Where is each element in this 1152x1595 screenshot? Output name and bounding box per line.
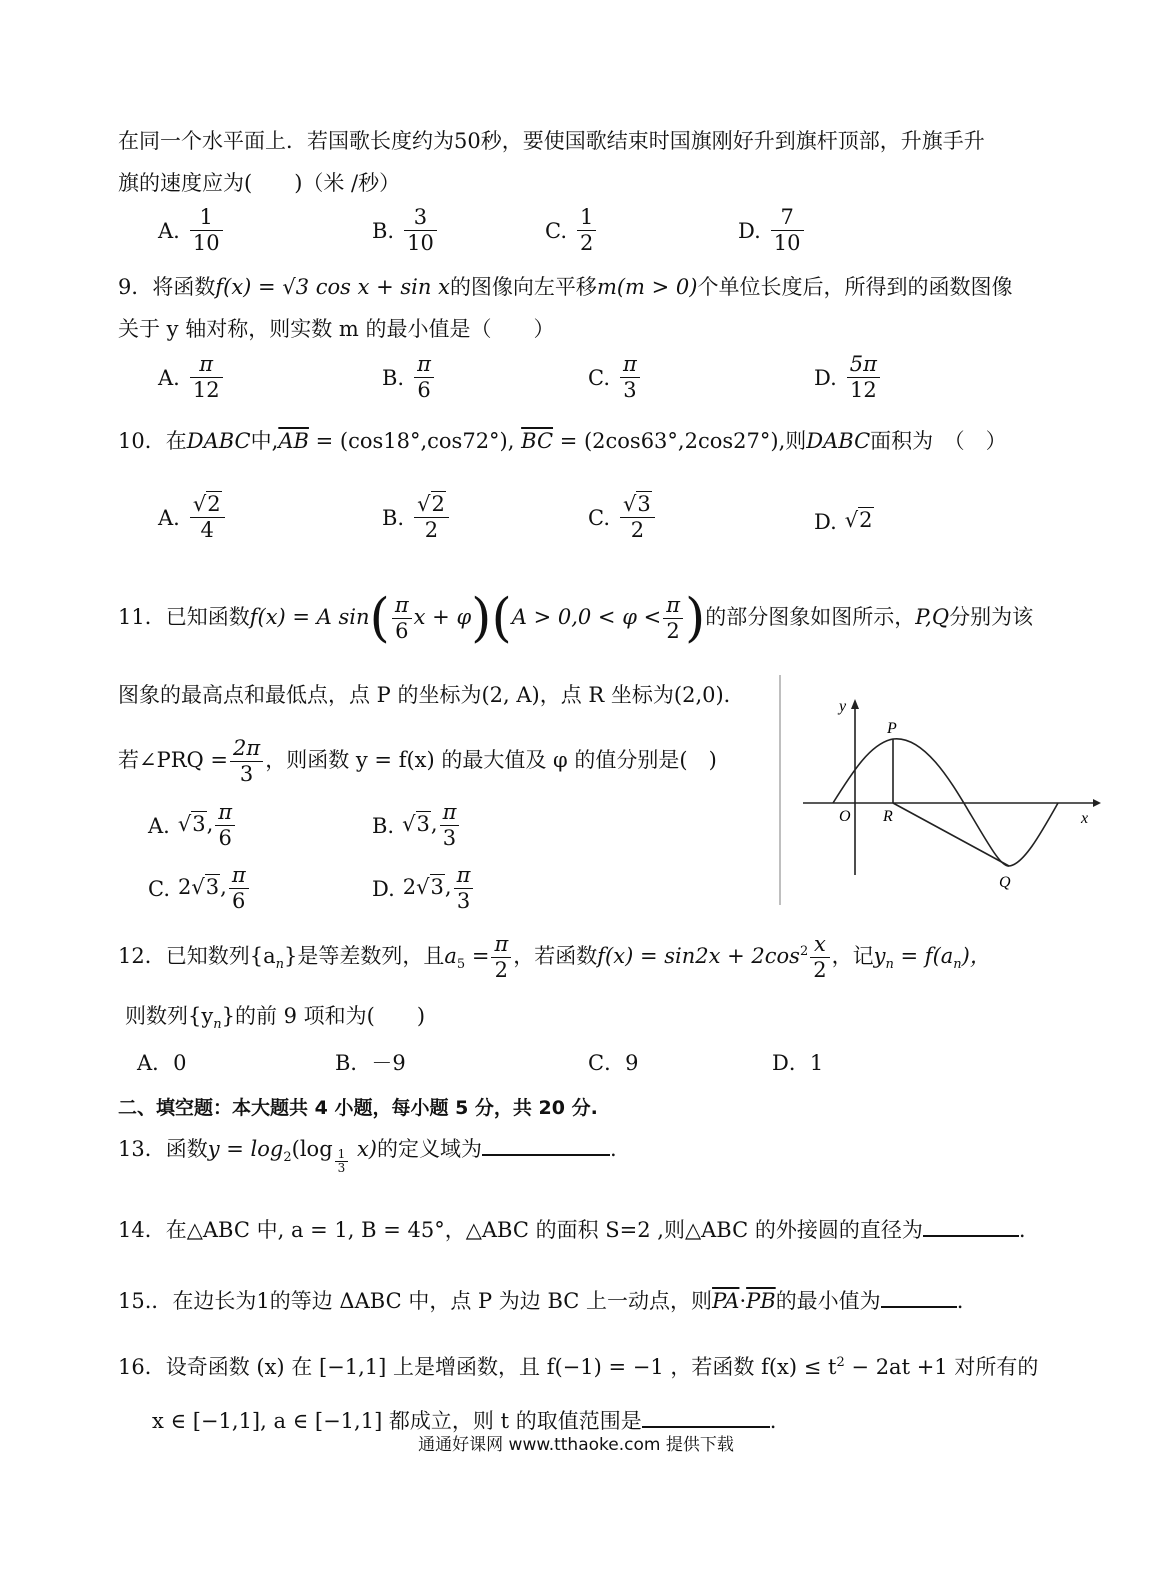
graph-label-q: Q [999, 874, 1011, 891]
q12-option-c: C．9 [588, 1051, 639, 1075]
q14-answer-blank[interactable] [923, 1217, 1019, 1237]
q10-line: 10．在DABC中$,\overline{AB} = (\cos 18^\circ,\cos 72^\circ)$, $\overline{BC} = (2\cos 63^\circ,2\cos 27^\circ)$,则DABC面积为 （ ） [118, 429, 1007, 453]
q14-line: 14．在△ABC 中, a = 1, B = 45°，△ABC 的面积 S=2 ,则△ABC 的外接圆的直径为 . [118, 1218, 1026, 1242]
graph-label-p: P [887, 720, 897, 737]
q11-line1: 11．已知函数f(x) = A sin( $\frac{\pi}{6}$ x + φ)(A > 0,0 < φ < $\frac{\pi}{2}$ )的部分图象如图所示，P,Q分别为该 [118, 588, 1034, 649]
q15-answer-blank[interactable] [881, 1288, 957, 1308]
q8-line1: 在同一个水平面上．若国歌长度约为50秒，要使国歌结束时国旗刚好升到旗杆顶部，升旗手升 [118, 129, 985, 153]
graph-label-y: y [839, 698, 847, 715]
q9-option-b: B. $\frac{\pi}{6}$ [382, 352, 436, 403]
q11-option-d: D. 2√3, $\frac{\pi}{3}$ [372, 863, 475, 914]
q12-option-b: B．－9 [335, 1051, 406, 1075]
graph-x-arrow-icon [1093, 799, 1101, 807]
q10-option-a: A. $\frac{√2}{4}$ [158, 492, 227, 543]
q9-line2: 关于 y 轴对称，则实数 m 的最小值是（ ） [118, 317, 555, 341]
q12-option-a: A．0 [137, 1051, 187, 1075]
q8-line2: 旗的速度应为( )（米 /秒） [118, 171, 401, 195]
q16-line2: x ∈ [−1,1], a ∈ [−1,1] 都成立，则 t 的取值范围是 . [152, 1409, 777, 1433]
graph-label-x: x [1081, 810, 1089, 827]
q16-answer-blank[interactable] [642, 1408, 770, 1428]
q12-line2: 则数列$\{y_n\}$的前 9 项和为( ) [125, 1004, 426, 1033]
q11-line2: 图象的最高点和最低点，点 P 的坐标为(2, A)，点 R 坐标为(2,0)． [118, 683, 745, 707]
graph-label-r: R [883, 808, 893, 825]
graph-y-arrow-icon [851, 699, 859, 709]
q16-line1: 16．设奇函数 (x) 在 [−1,1] 上是增函数，且 f(−1) = −1 ，若函数 $f(x) \le t^2 - 2at +1$ 对所有的 [118, 1355, 1039, 1379]
q11-graph [775, 675, 1105, 910]
q11-option-a: A. √3, $\frac{\pi}{6}$ [148, 800, 237, 851]
q8-option-a: A. $\frac{1}{10}$ [158, 205, 225, 256]
q8-option-d: D. $\frac{7}{10}$ [738, 205, 806, 256]
q11-line3: 若∠PRQ = $\frac{2\pi}{3}$ ，则函数 y = f(x) 的最大值及 φ 的值分别是( ) [118, 736, 717, 786]
q13-answer-blank[interactable] [482, 1136, 610, 1156]
q13-line: 13．函数$y = \log_2(\log$ $\frac{1}{3}$ x)的定义域为 . [118, 1137, 617, 1175]
q10-option-b: B. $\frac{√2}{2}$ [382, 492, 451, 543]
q9-option-d: D. $\frac{5\pi}{12}$ [814, 352, 882, 403]
q8-option-c: C. $\frac{1}{2}$ [545, 205, 598, 256]
q12-line1: 12．已知数列$\{a_n\}$是等差数列，且$a_5$ = $\frac{\pi}{2}$ ，若函数$f(x) = \sin 2x + 2\cos^2$ $\frac{x}{2}$ ，记$y_n = f(a_n)$， [118, 932, 991, 982]
graph-label-o: O [839, 808, 851, 825]
q8-option-b: B. $\frac{3}{10}$ [372, 205, 439, 256]
q11-option-c: C. 2√3, $\frac{\pi}{6}$ [148, 863, 251, 914]
page-footer: 通通好课网 www.tthaoke.com 提供下载 [418, 1435, 734, 1455]
q9-line1: 9．将函数f(x) = √3 cos x + sin x的图像向左平移m(m > 0)个单位长度后，所得到的函数图像 [118, 275, 1013, 299]
q15-line: 15.．在边长为1的等边 ΔABC 中，点 P 为边 BC 上一动点，则$\overline{PA}\cdot\overline{PB}$的最小值为 . [118, 1289, 964, 1313]
q10-option-c: C. $\frac{√3}{2}$ [588, 492, 657, 543]
q11-option-b: B. √3, $\frac{\pi}{3}$ [372, 800, 461, 851]
q9-option-a: A. $\frac{\pi}{12}$ [158, 352, 225, 403]
graph-rq-segment [893, 803, 1009, 866]
section2-heading: 二、填空题：本大题共 4 小题，每小题 5 分，共 20 分. [118, 1097, 598, 1119]
q10-option-d: D. √2 [814, 508, 873, 534]
q9-option-c: C. $\frac{\pi}{3}$ [588, 352, 642, 403]
q12-option-d: D．1 [772, 1051, 824, 1075]
